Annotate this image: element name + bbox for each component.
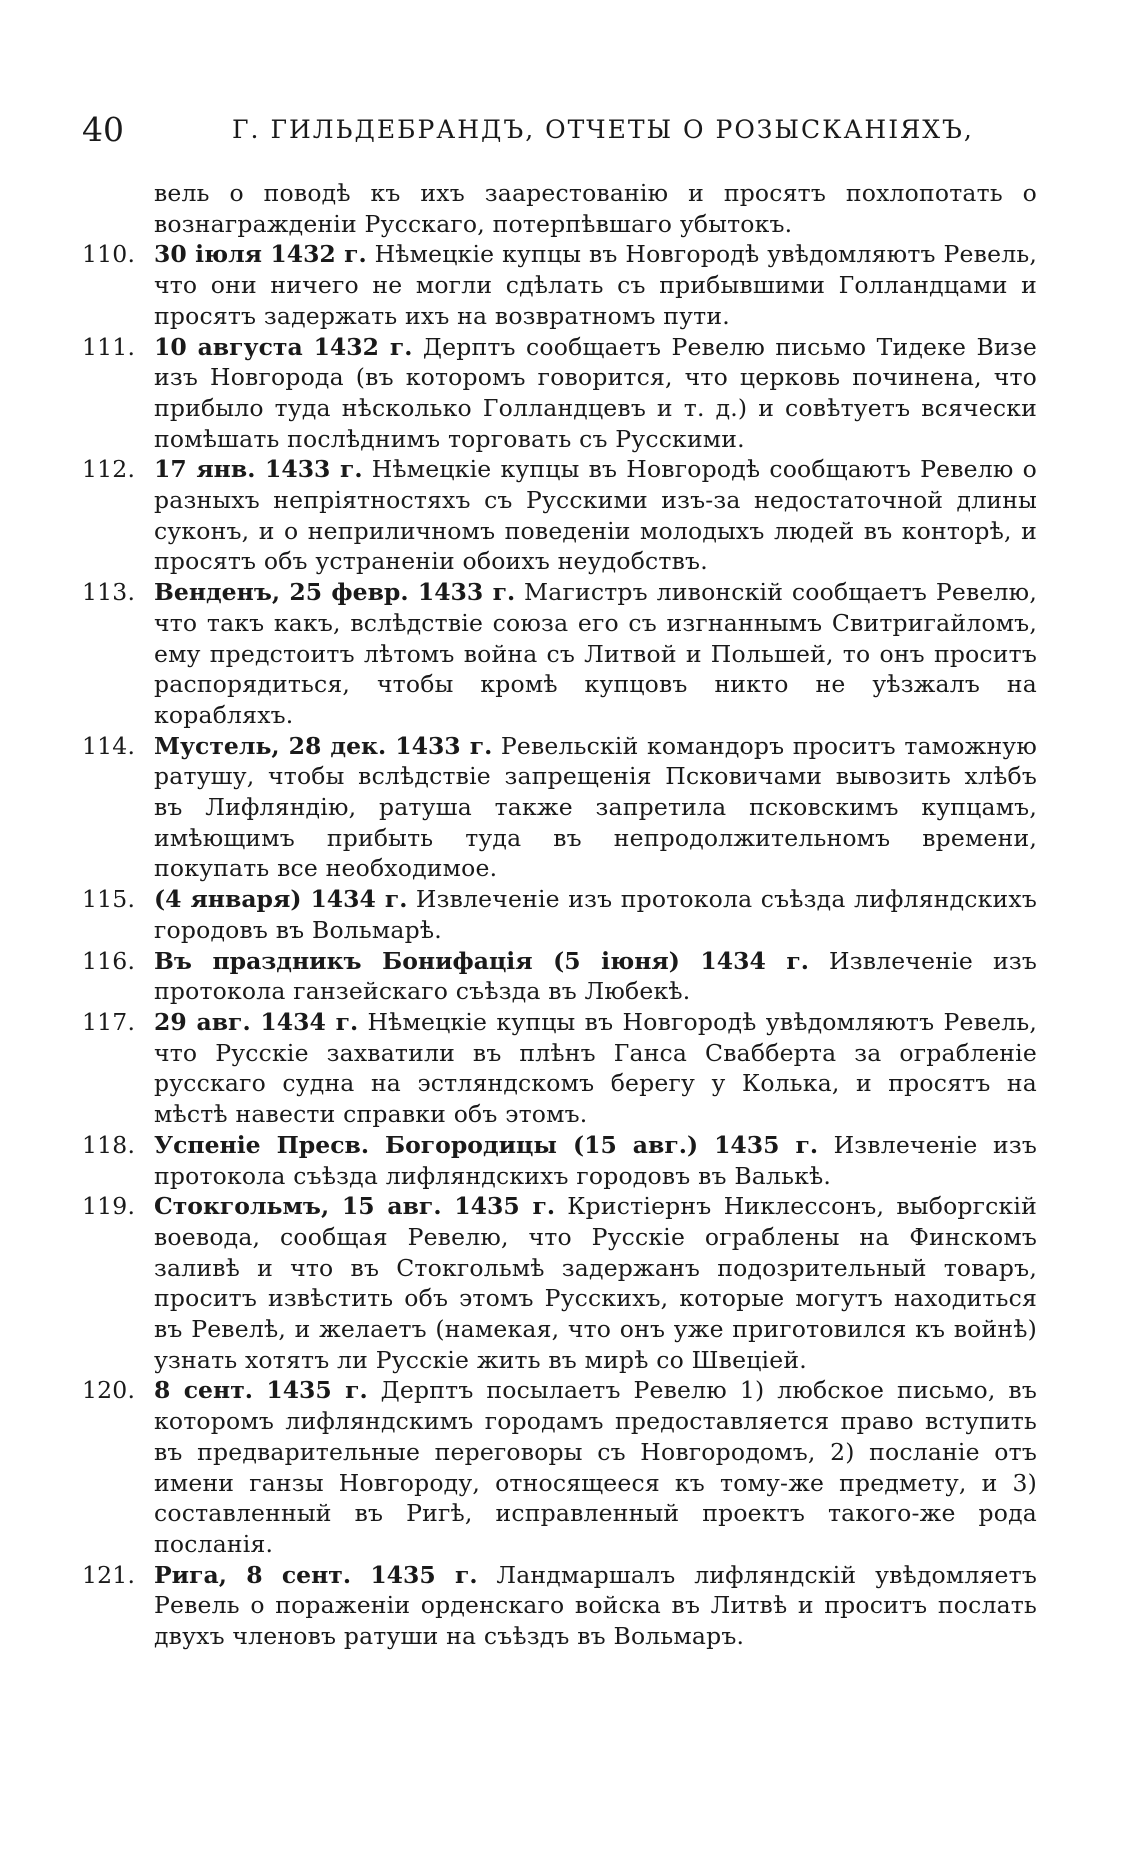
entry-date: Мустель, 28 дек. 1433 г. bbox=[154, 731, 493, 760]
page-number: 40 bbox=[82, 110, 124, 149]
entry-text: Ландмаршалъ лифляндскій увѣдомляетъ Ревель о пораженіи орденскаго войска въ Литвѣ и проситъ послать двухъ членовъ ратуши на съѣздъ въ Вольмаръ. bbox=[154, 1560, 1038, 1651]
entry-date: (4 января) 1434 г. bbox=[154, 885, 408, 914]
entry-number: 121. bbox=[82, 1560, 136, 1589]
entry-date: Въ праздникъ Бонифація (5 іюня) 1434 г. bbox=[154, 946, 809, 975]
entry-number: 119. bbox=[82, 1192, 136, 1221]
list-item bbox=[82, 1130, 1037, 1191]
entry-content bbox=[154, 577, 1037, 731]
entry-content bbox=[154, 332, 1037, 455]
entry-content bbox=[154, 1130, 1037, 1191]
list-item bbox=[82, 731, 1037, 885]
running-title: Г. ГИЛЬДЕБРАНДЪ, ОТЧЕТЫ О РОЗЫСКАНІЯХЪ, bbox=[232, 115, 974, 144]
entry-content bbox=[154, 1375, 1037, 1559]
body-text bbox=[82, 178, 1037, 1652]
entry-content bbox=[154, 454, 1037, 577]
entry-number: 114. bbox=[82, 731, 136, 760]
entry-number: 110. bbox=[82, 240, 136, 269]
intro-paragraph: вель о поводѣ къ ихъ заарестованію и просятъ похлопотать о вознагражденіи Русскаго, потерпѣвшаго убытокъ. bbox=[154, 179, 1037, 238]
entry-text: Дерптъ посылаетъ Ревелю 1) любское письмо, въ которомъ лифляндскимъ городамъ предоставляется право вступить въ предварительные переговоры съ Новгородомъ, 2) посланіе отъ имени ганзы Новгороду, относящееся къ тому-же предмету, и 3) составленный въ Ригѣ, исправленный проектъ такого-же рода посланія. bbox=[154, 1376, 1037, 1558]
list-item bbox=[82, 884, 1037, 945]
entry-content bbox=[154, 1560, 1037, 1652]
entry-text: Извлеченіе изъ протокола съѣзда лифляндскихъ городовъ въ Валькѣ. bbox=[154, 1130, 1037, 1190]
list-item bbox=[82, 1191, 1037, 1375]
list-item bbox=[82, 1560, 1037, 1652]
page-header bbox=[82, 108, 1052, 152]
entry-text: Нѣмецкіе купцы въ Новгородѣ увѣдомляютъ Ревель, что они ничего не могли сдѣлать съ прибывшими Голландцами и просятъ задержать ихъ на возвратномъ пути. bbox=[154, 240, 1037, 330]
list-item bbox=[82, 577, 1037, 731]
entry-number: 118. bbox=[82, 1130, 136, 1159]
entry-text: Нѣмецкіе купцы въ Новгородѣ сообщаютъ Ревелю о разныхъ непріятностяхъ съ Русскими изъ-за недостаточной длины суконъ, и о неприличномъ поведеніи молодыхъ людей въ конторѣ, и просятъ объ устраненіи обоихъ неудобствъ. bbox=[154, 455, 1038, 576]
entry-text: Извлеченіе изъ протокола ганзейскаго съѣзда въ Любекѣ. bbox=[154, 946, 1037, 1006]
entry-date: Венденъ, 25 февр. 1433 г. bbox=[154, 578, 516, 607]
entry-date: Успеніе Пресв. Богородицы (15 авг.) 1435 г. bbox=[154, 1130, 819, 1159]
entry-number: 111. bbox=[82, 332, 136, 361]
list-item bbox=[82, 239, 1037, 331]
entry-content bbox=[154, 884, 1037, 945]
entry-number: 116. bbox=[82, 946, 136, 975]
entry-content bbox=[154, 1007, 1037, 1130]
entry-date: 8 сент. 1435 г. bbox=[154, 1376, 368, 1405]
entry-text: Дерптъ сообщаетъ Ревелю письмо Тидеке Визе изъ Новгорода (въ которомъ говорится, что церковь починена, что прибыло туда нѣсколько Голландцевъ и т. д.) и совѣтуетъ всячески помѣшать послѣднимъ торговать съ Русскими. bbox=[154, 332, 1037, 453]
entry-text: Извлеченіе изъ протокола съѣзда лифляндскихъ городовъ въ Вольмарѣ. bbox=[154, 885, 1038, 944]
entry-date: 10 августа 1432 г. bbox=[154, 332, 413, 361]
entry-number: 117. bbox=[82, 1007, 136, 1036]
entry-date: Стокгольмъ, 15 авг. 1435 г. bbox=[154, 1192, 556, 1221]
entry-content bbox=[154, 946, 1037, 1007]
entry-text: Нѣмецкіе купцы въ Новгородѣ увѣдомляютъ Ревель, что Русскіе захватили въ плѣнъ Ганса Свабберта за ограбленіе русскаго судна на эстляндскомъ берегу у Колька, и просятъ на мѣстѣ навести справки объ этомъ. bbox=[154, 1007, 1037, 1129]
list-item bbox=[82, 332, 1037, 455]
entry-text: Ревельскій командоръ проситъ таможную ратушу, чтобы вслѣдствіе запрещенія Псковичами вывозить хлѣбъ въ Лифляндію, ратуша также запретила псковскимъ купцамъ, имѣющимъ прибыть туда въ непродолжительномъ времени, покупать все необходимое. bbox=[154, 731, 1037, 883]
entry-number: 115. bbox=[82, 885, 136, 914]
entry-number: 113. bbox=[82, 578, 136, 607]
list-item bbox=[82, 454, 1037, 577]
entry-date: 29 авг. 1434 г. bbox=[154, 1007, 359, 1036]
entry-date: 17 янв. 1433 г. bbox=[154, 455, 363, 484]
entry-date: 30 іюля 1432 г. bbox=[154, 240, 367, 269]
entry-date: Рига, 8 сент. 1435 г. bbox=[154, 1560, 478, 1589]
list-item bbox=[82, 946, 1037, 1007]
entry-content bbox=[154, 239, 1037, 331]
entry-text: Магистръ ливонскій сообщаетъ Ревелю, что такъ какъ, вслѣдствіе союза его съ изгнаннымъ Свитригайломъ, ему предстоитъ лѣтомъ война съ Литвой и Польшей, то онъ проситъ распорядиться, чтобы кромѣ купцовъ никто не уѣзжалъ на корабляхъ. bbox=[154, 578, 1038, 729]
entry-text: Кристіернъ Никлессонъ, выборгскій воевода, сообщая Ревелю, что Русскіе ограблены на Финскомъ заливѣ и что въ Стокгольмѣ задержанъ подозрительный товаръ, проситъ извѣстить объ этомъ Русскихъ, которые могутъ находиться въ Ревелѣ, и желаетъ (намекая, что онъ уже приготовился къ войнѣ) узнать хотятъ ли Русскіе жить въ мирѣ со Швеціей. bbox=[154, 1192, 1037, 1374]
entry-content bbox=[154, 731, 1037, 885]
entry-number: 120. bbox=[82, 1376, 136, 1405]
entry-number: 112. bbox=[82, 455, 136, 484]
entry-content bbox=[154, 1191, 1037, 1375]
list-item bbox=[82, 1375, 1037, 1559]
list-item bbox=[82, 1007, 1037, 1130]
